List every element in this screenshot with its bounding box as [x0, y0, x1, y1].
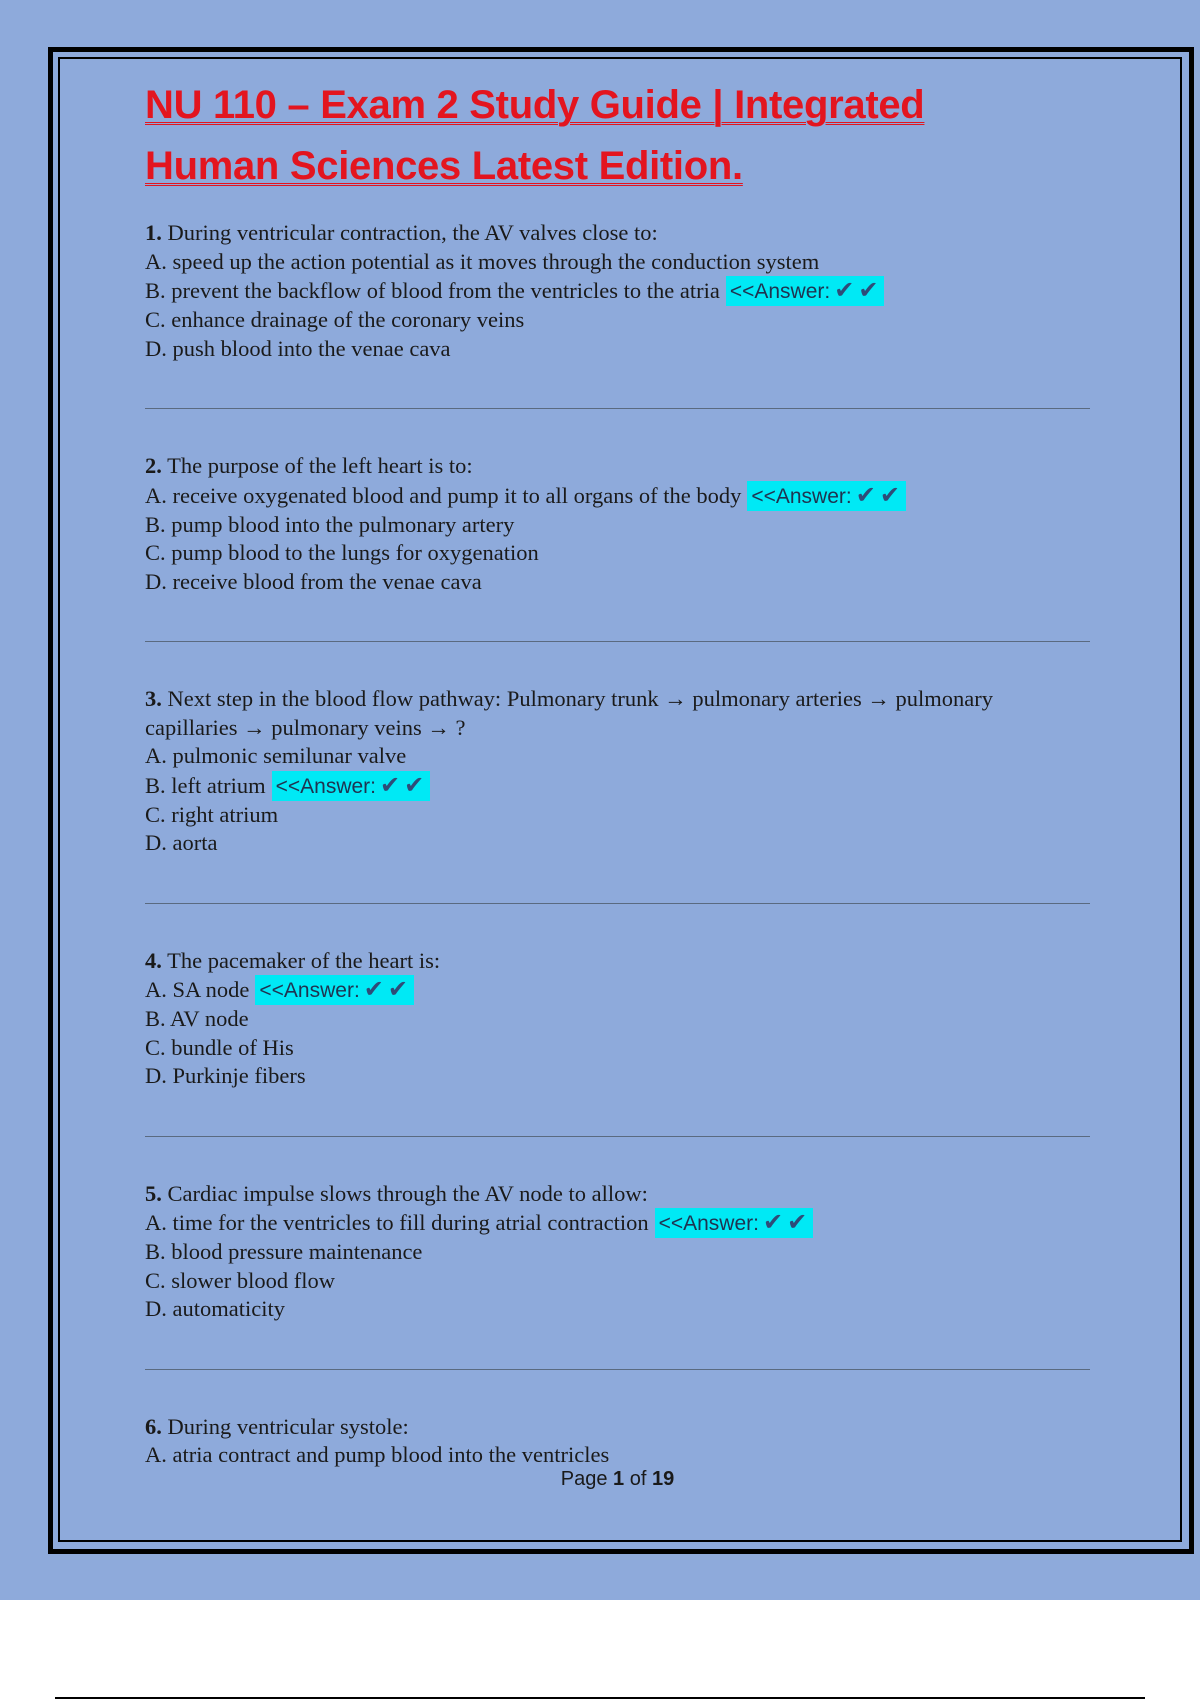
check-icon: ✔: [834, 276, 855, 304]
answer-option: [145, 276, 1090, 306]
check-icon: ✔: [787, 1208, 808, 1236]
question-stem-text: During ventricular contraction, the AV valves close to:: [161, 220, 658, 245]
answer-option-text: B. prevent the backflow of blood from the ventricles to the atria: [145, 278, 720, 303]
answer-option: [145, 1267, 1090, 1296]
answer-option: [145, 1295, 1090, 1324]
answer-option: [145, 1208, 1090, 1238]
answer-label: <<Answer:: [275, 774, 376, 798]
answer-option: [145, 1238, 1090, 1267]
answer-option: [145, 975, 1090, 1005]
answer-option-text: A. SA node: [145, 977, 250, 1002]
answer-option-text: A. speed up the action potential as it moves through the conduction system: [145, 248, 820, 274]
answer-option-text: D. receive blood from the venae cava: [145, 568, 482, 594]
question-stem-text: The pacemaker of the heart is:: [161, 947, 441, 973]
question-number: 2.: [145, 453, 162, 478]
answer-option: [145, 1034, 1090, 1063]
answer-option-text: D. automaticity: [145, 1296, 285, 1321]
answer-option: [145, 511, 1090, 540]
answer-option-text: C. enhance drainage of the coronary veins: [145, 307, 525, 332]
correct-answer-badge: [272, 771, 431, 801]
answer-option: [145, 771, 1090, 801]
answer-option: [145, 1062, 1090, 1091]
question-list: [145, 219, 1090, 1470]
correct-answer-badge: [655, 1208, 814, 1238]
footer-of-word: of: [629, 1468, 647, 1490]
question-stem-text: During ventricular systole:: [161, 1413, 409, 1439]
answer-option: [145, 1005, 1090, 1034]
page-footer: [0, 1468, 1200, 1491]
question-stem: [145, 1180, 1090, 1209]
question-stem: [145, 219, 1090, 248]
answer-option: [145, 1441, 1090, 1470]
correct-answer-badge: [747, 481, 906, 511]
answer-option-text: C. right atrium: [145, 801, 279, 827]
answer-option-text: A. time for the ventricles to fill during atrial contraction: [145, 1210, 649, 1235]
question-divider: [145, 1369, 1090, 1370]
question-4: [145, 947, 1090, 1091]
answer-option-text: B. pump blood into the pulmonary artery: [145, 511, 515, 537]
document-content: [145, 75, 1090, 1470]
answer-option-text: D. push blood into the venae cava: [145, 335, 451, 361]
answer-option: [145, 829, 1090, 858]
footer-page-word: Page: [560, 1468, 608, 1490]
question-number: 1.: [145, 220, 162, 245]
check-icon: ✔: [762, 1208, 784, 1236]
question-3: [145, 685, 1090, 858]
question-stem-text: Cardiac impulse slows through the AV node to allow:: [161, 1180, 648, 1206]
check-icon: ✔: [855, 480, 876, 509]
next-page-rule: [55, 1697, 1145, 1699]
question-divider: [145, 641, 1090, 642]
question-divider: [145, 408, 1090, 409]
correct-answer-badge: [255, 975, 414, 1005]
answer-label: <<Answer:: [259, 979, 360, 1002]
answer-option-text: C. slower blood flow: [145, 1267, 335, 1293]
question-1: [145, 219, 1090, 363]
question-number: 5.: [145, 1180, 162, 1206]
answer-option: [145, 742, 1090, 771]
answer-option: [145, 335, 1090, 364]
answer-option-text: B. AV node: [145, 1006, 249, 1031]
document-title: [145, 75, 1090, 197]
answer-option: [145, 539, 1090, 568]
question-6: [145, 1413, 1090, 1470]
check-icon: ✔: [380, 770, 401, 799]
check-icon: ✔: [363, 975, 384, 1003]
answer-label: <<Answer:: [729, 280, 831, 303]
check-icon: ✔: [404, 770, 425, 799]
check-icon: ✔: [858, 276, 879, 304]
footer-total-pages: 19: [651, 1468, 675, 1490]
answer-option-text: A. receive oxygenated blood and pump it to all organs of the body: [145, 482, 742, 508]
answer-option: [145, 306, 1090, 335]
answer-option-text: D. aorta: [145, 830, 218, 855]
question-2: [145, 452, 1090, 596]
answer-option-text: B. left atrium: [145, 772, 266, 798]
question-stem: [145, 452, 1090, 481]
check-icon: ✔: [387, 975, 408, 1003]
answer-option: [145, 248, 1090, 277]
correct-answer-badge: [726, 276, 885, 306]
check-icon: ✔: [879, 480, 900, 509]
question-number: 3.: [145, 686, 162, 711]
question-divider: [145, 903, 1090, 904]
answer-label: <<Answer:: [751, 484, 852, 508]
question-stem: [145, 947, 1090, 976]
question-number: 6.: [145, 1413, 162, 1439]
answer-option-text: C. pump blood to the lungs for oxygenation: [145, 540, 539, 565]
footer-current-page: 1: [613, 1468, 625, 1490]
question-stem-text: Next step in the blood flow pathway: Pulmonary trunk → pulmonary arteries → pulmonary capillaries → pulmonary veins → ?: [145, 686, 993, 740]
answer-option: [145, 568, 1090, 597]
question-5: [145, 1180, 1090, 1324]
question-stem: [145, 1413, 1090, 1442]
question-stem-text: The purpose of the left heart is to:: [161, 453, 473, 478]
title-line-1: NU 110 – Exam 2 Study Guide | Integrated: [145, 83, 925, 127]
answer-option-text: A. atria contract and pump blood into the ventricles: [145, 1442, 610, 1467]
answer-option-text: C. bundle of His: [145, 1034, 294, 1060]
question-number: 4.: [145, 947, 162, 973]
answer-label: <<Answer:: [658, 1212, 759, 1235]
title-line-2: Human Sciences Latest Edition.: [145, 144, 743, 188]
answer-option-text: B. blood pressure maintenance: [145, 1239, 423, 1264]
answer-option: [145, 481, 1090, 511]
answer-option-text: D. Purkinje fibers: [145, 1063, 306, 1088]
question-divider: [145, 1136, 1090, 1137]
answer-option-text: A. pulmonic semilunar valve: [145, 743, 407, 768]
answer-option: [145, 801, 1090, 830]
question-stem: [145, 685, 1090, 742]
